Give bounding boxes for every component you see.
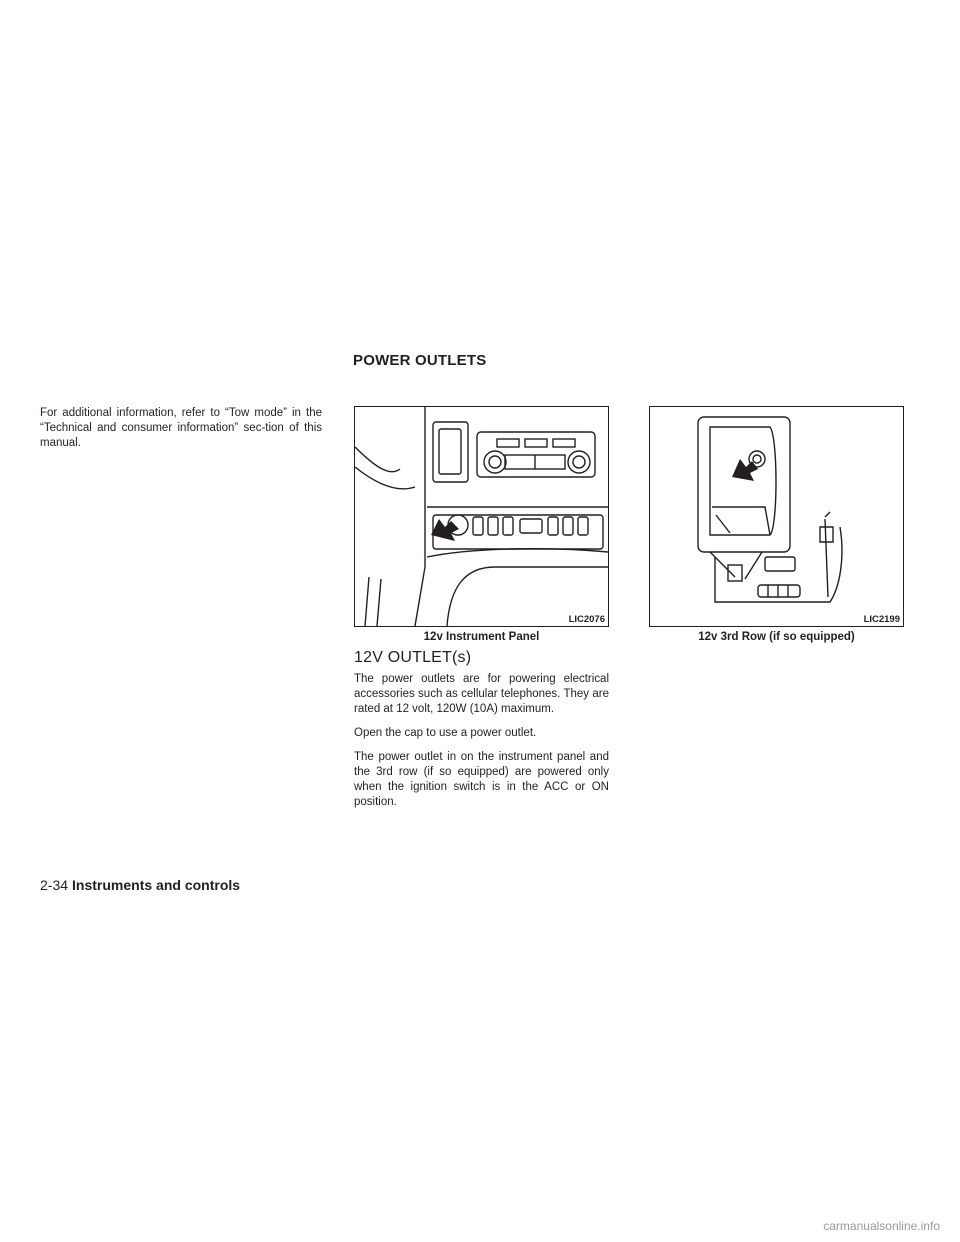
- page-footer: [40, 877, 240, 893]
- subheading-12v-outlet: 12V OUTLET(s): [354, 649, 472, 666]
- middle-column: [354, 672, 609, 819]
- tow-mode-reference-paragraph: For additional information, refer to “Tow mode” in the “Technical and consumer information” sec-tion of this manual.: [40, 407, 322, 449]
- figure-code: LIC2199: [863, 614, 900, 625]
- third-row-outlet-illustration: [650, 407, 903, 626]
- watermark: carmanualsonline.info: [823, 1219, 940, 1233]
- page-number: 2-34: [40, 877, 69, 893]
- instrument-panel-illustration: [355, 407, 608, 626]
- figure-caption-third-row: 12v 3rd Row (if so equipped): [698, 631, 855, 643]
- figure-third-row: [649, 406, 904, 627]
- figure-instrument-panel: [354, 406, 609, 627]
- figure-caption-instrument-panel: 12v Instrument Panel: [423, 631, 540, 643]
- section-heading: POWER OUTLETS: [353, 352, 487, 369]
- footer-section-title: Instruments and controls: [72, 877, 241, 893]
- paragraph-ignition: The power outlet in on the instrument panel and the 3rd row (if so equipped) are powered only when the ignition switch is in the ACC or ON position.: [354, 751, 609, 808]
- paragraph-open-cap: Open the cap to use a power outlet.: [354, 727, 537, 739]
- paragraph-rating: The power outlets are for powering electrical accessories such as cellular telephones. They are rated at 12 volt, 120W (10A) maximum.: [354, 673, 609, 715]
- figure-code: LIC2076: [568, 614, 605, 625]
- left-column: [40, 406, 322, 460]
